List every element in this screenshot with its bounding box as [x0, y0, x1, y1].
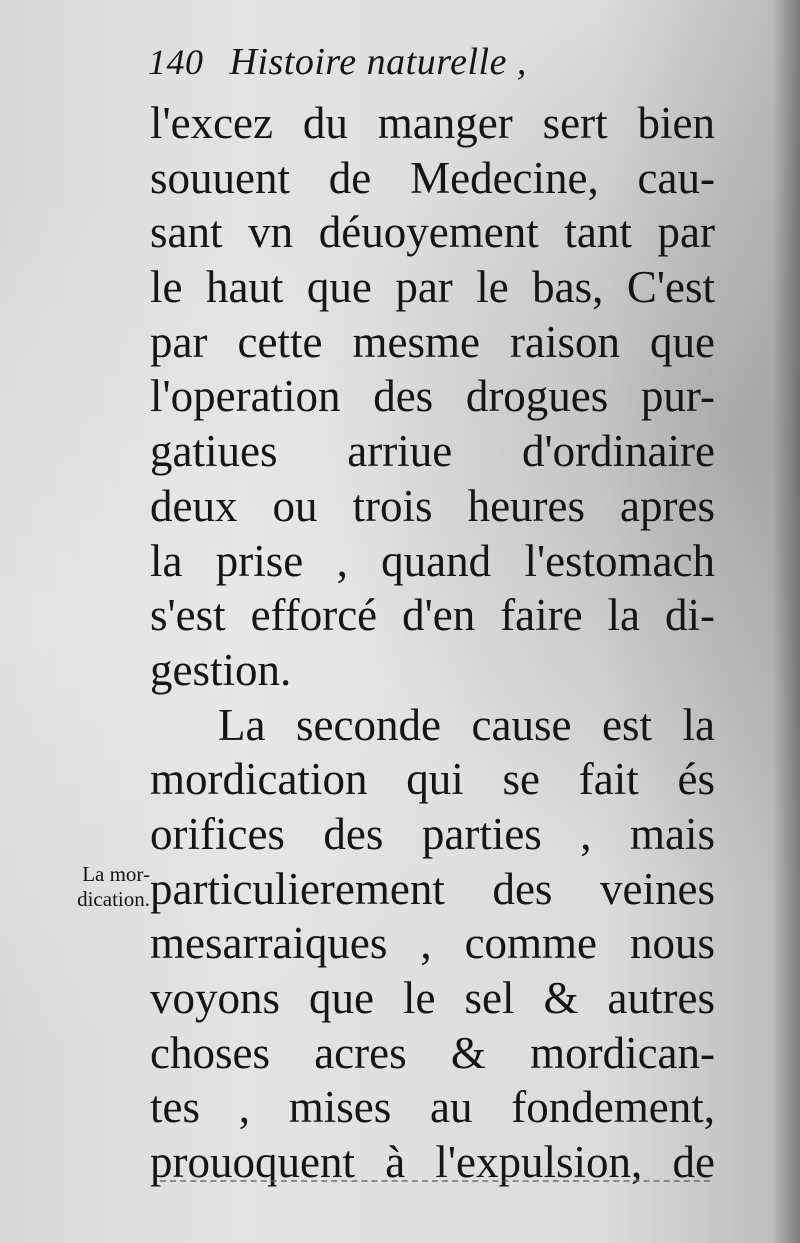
body-text: [150, 96, 715, 1190]
text-line: orifices des parties , mais: [150, 808, 715, 859]
running-header: [148, 40, 527, 92]
text-line: souuent de Medecine, cau-: [150, 152, 715, 203]
margin-note-line: La mor-: [82, 862, 150, 886]
text-line: gatiues arriue d'ordinaire: [150, 426, 715, 477]
text-line: prouoquent à l'expulsion, de: [150, 1137, 715, 1188]
bottom-rule: [160, 1180, 710, 1182]
text-line: deux ou trois heures apres: [150, 480, 715, 531]
margin-note-line: dication.: [77, 887, 150, 911]
text-line: La seconde cause est la: [218, 699, 715, 750]
text-line: mordication qui se fait és: [150, 754, 715, 805]
text-line: tes , mises au fondement,: [150, 1082, 715, 1133]
text-line: s'est efforcé d'en faire la di-: [150, 590, 715, 641]
page-number: 140: [148, 42, 204, 82]
text-line: l'operation des drogues pur-: [150, 371, 715, 422]
text-line: particulierement des veines: [150, 863, 715, 914]
text-line: sant vn déuoyement tant par: [150, 207, 715, 258]
text-line: par cette mesme raison que: [150, 316, 715, 367]
text-line: mesarraiques , comme nous: [150, 918, 715, 969]
text-line: le haut que par le bas, C'est: [150, 262, 715, 313]
text-line: la prise , quand l'estomach: [150, 535, 715, 586]
text-line: choses acres & mordican-: [150, 1027, 715, 1078]
page-edge-shadow: [772, 0, 800, 1243]
text-line: gestion.: [150, 644, 292, 695]
text-line: voyons que le sel & autres: [150, 973, 715, 1023]
margin-note: [38, 862, 150, 912]
running-title: Histoire naturelle ,: [229, 41, 527, 83]
text-line: l'excez du manger sert bien: [150, 98, 715, 148]
